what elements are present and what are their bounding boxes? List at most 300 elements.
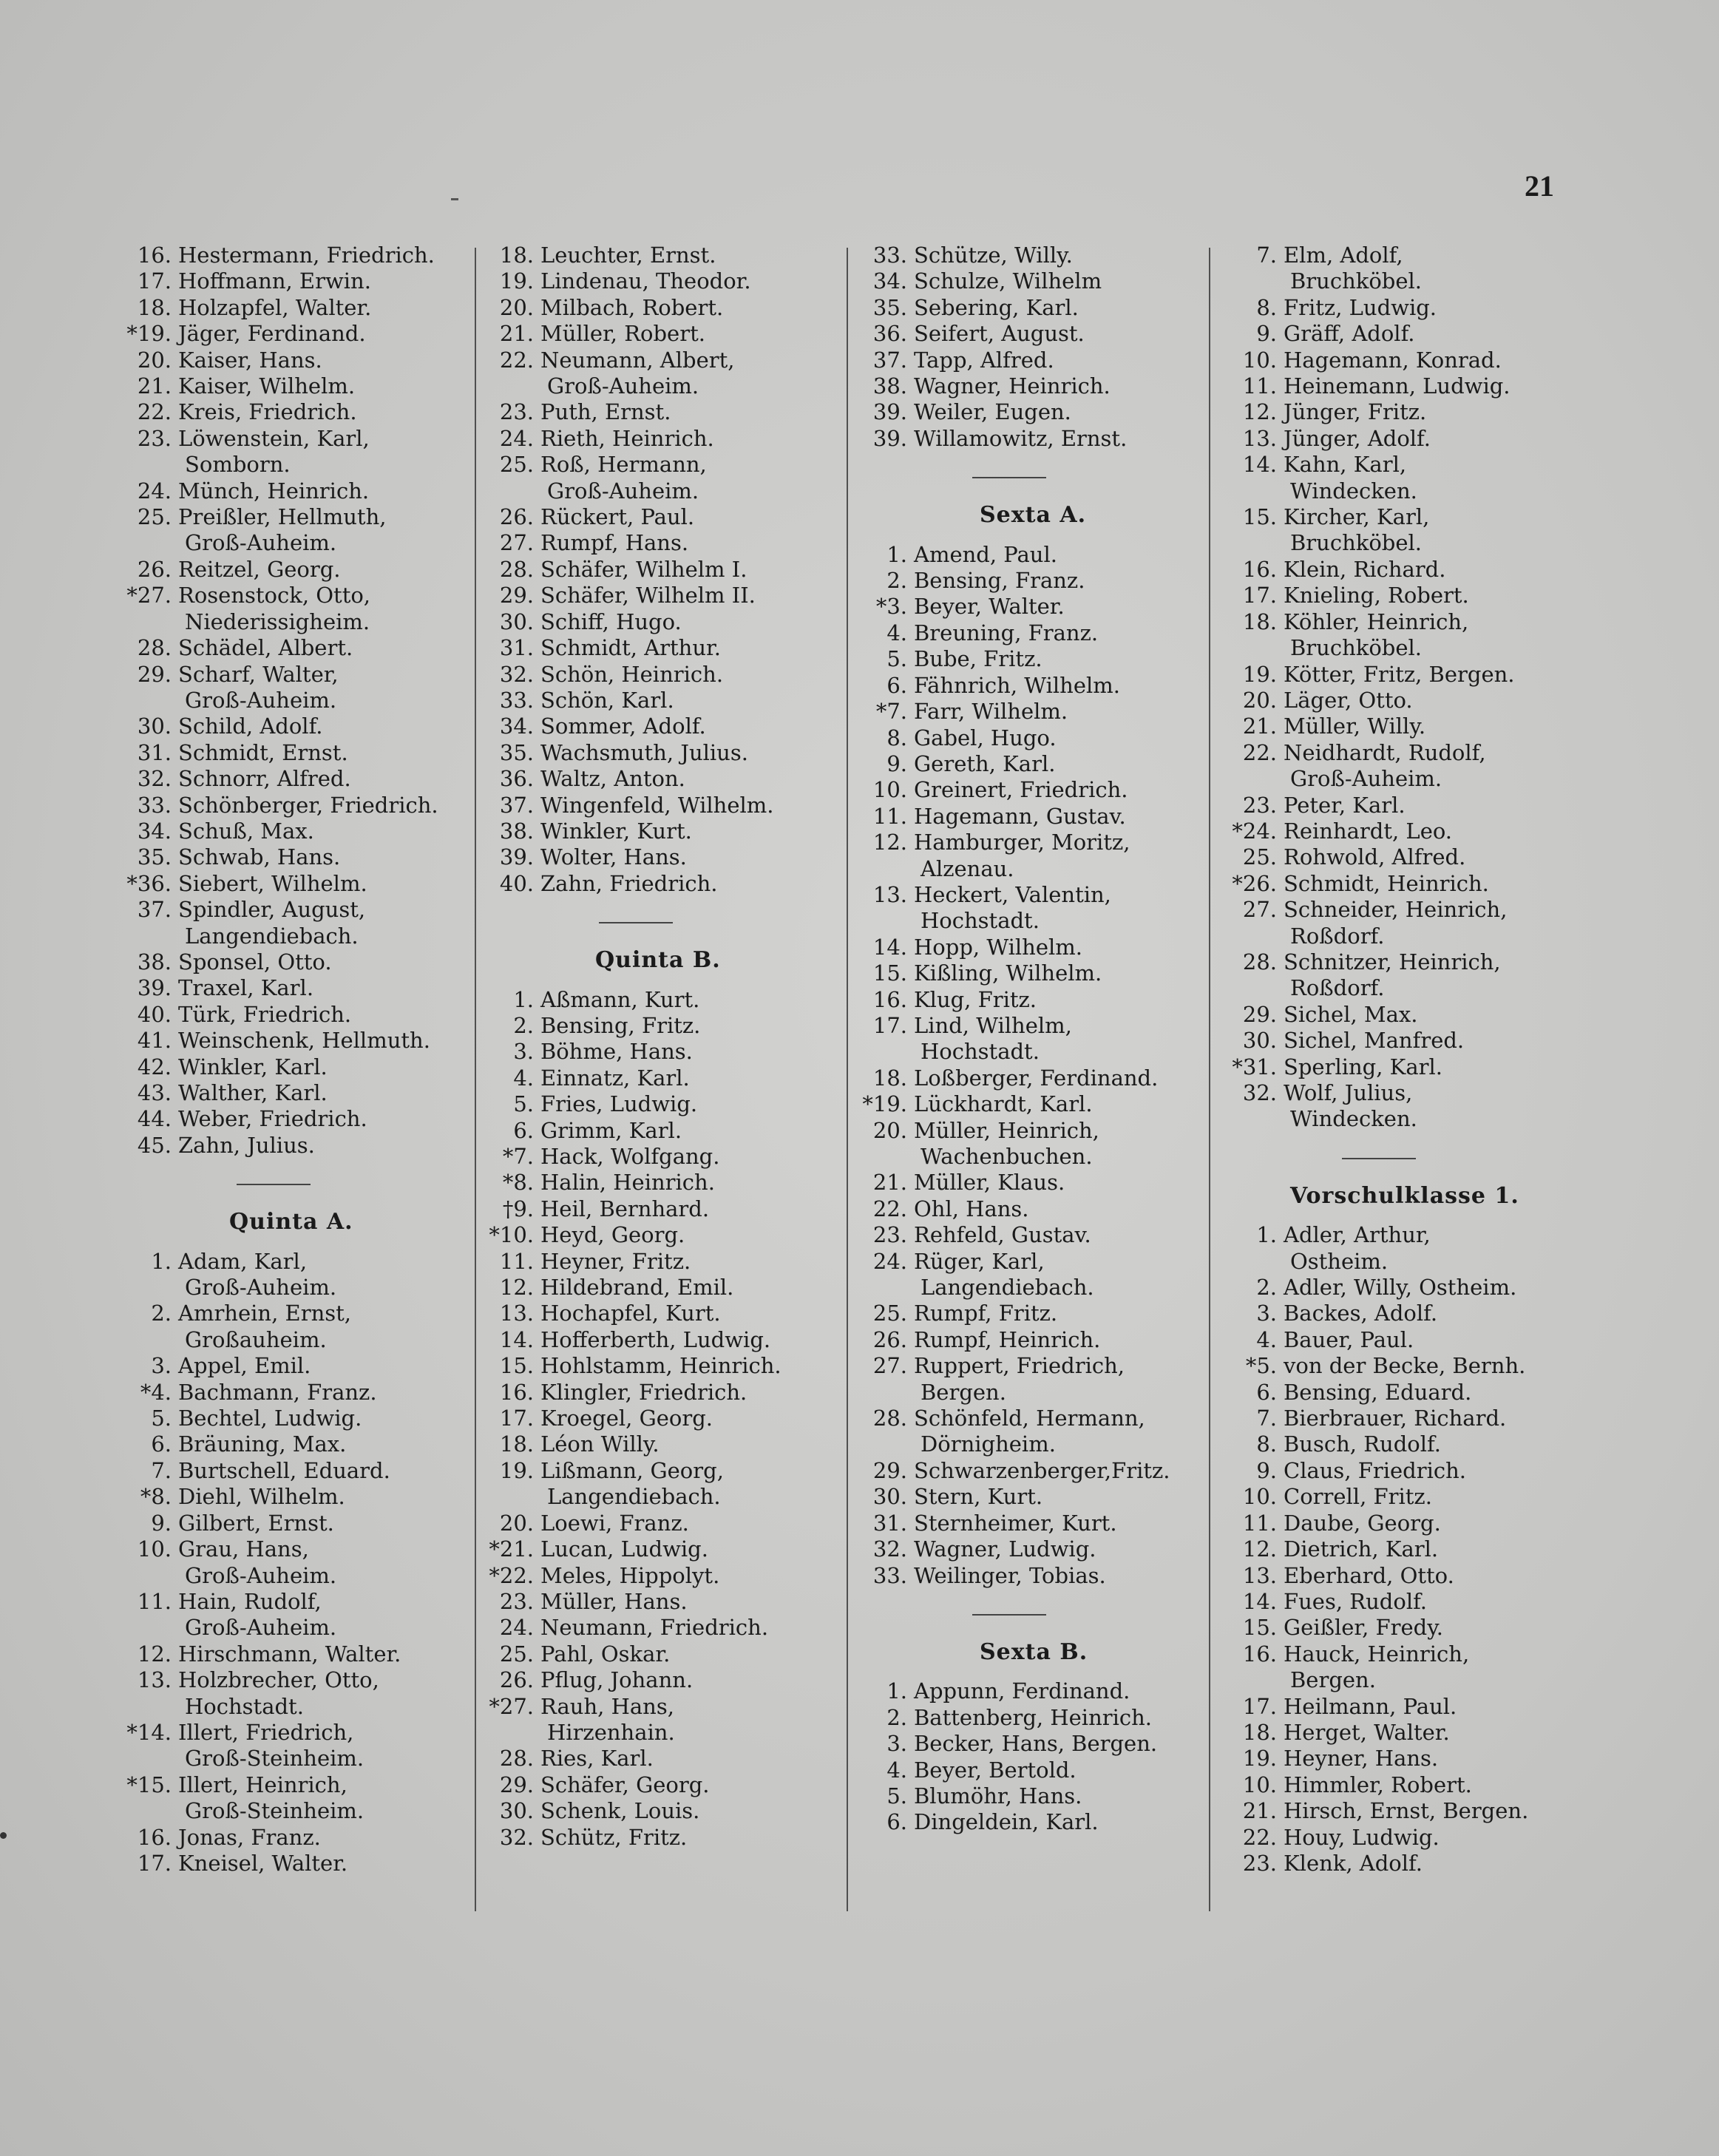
student-entry bbox=[1231, 897, 1571, 923]
student-hometown: Langendiebach. bbox=[920, 1275, 1094, 1301]
entry-number: 16. bbox=[137, 243, 172, 268]
student-name: Burtschell, Eduard. bbox=[178, 1457, 390, 1483]
student-name: Neidhardt, Rudolf, bbox=[1284, 739, 1486, 765]
student-name: Hamburger, Moritz, bbox=[914, 830, 1130, 855]
entry-number: 6. bbox=[1256, 1379, 1277, 1405]
student-name: Seifert, August. bbox=[914, 321, 1085, 347]
entry-number: 18. bbox=[137, 294, 172, 320]
entry-number: 33. bbox=[872, 1562, 907, 1588]
student-name: Busch, Rudolf. bbox=[1284, 1431, 1441, 1457]
entry-number: 40. bbox=[499, 870, 534, 896]
student-entry bbox=[861, 1091, 1209, 1117]
student-entry bbox=[126, 635, 466, 661]
student-name: Léon Willy. bbox=[540, 1431, 660, 1457]
student-entry bbox=[126, 1458, 466, 1484]
student-entry bbox=[488, 688, 821, 713]
student-entry bbox=[126, 713, 466, 739]
entry-number: 2. bbox=[1256, 1275, 1277, 1301]
student-entry bbox=[861, 1705, 1209, 1731]
student-entry bbox=[126, 504, 466, 530]
student-name: Hauck, Heinrich, bbox=[1284, 1641, 1470, 1667]
entry-number: *10. bbox=[489, 1222, 534, 1248]
student-name: Sponsel, Otto. bbox=[178, 949, 332, 974]
student-entry bbox=[1231, 1851, 1571, 1877]
entry-number: 11. bbox=[137, 1588, 172, 1614]
entry-number: 19. bbox=[1242, 661, 1277, 687]
student-entry bbox=[126, 844, 466, 870]
entry-number: 42. bbox=[137, 1054, 172, 1079]
entry-number: 13. bbox=[137, 1667, 172, 1693]
student-hometown: Roßdorf. bbox=[1290, 975, 1385, 1001]
student-name: Appel, Emil. bbox=[178, 1353, 311, 1379]
entry-number: 20. bbox=[499, 294, 534, 320]
student-entry bbox=[126, 1536, 466, 1562]
entry-number: 30. bbox=[137, 713, 172, 739]
class-heading: Quinta A. bbox=[229, 1209, 353, 1235]
student-entry bbox=[488, 1275, 821, 1301]
student-entry bbox=[488, 713, 821, 739]
student-name: Puth, Ernst. bbox=[540, 399, 671, 425]
student-name: Adler, Arthur, bbox=[1284, 1222, 1431, 1248]
student-entry bbox=[1231, 1798, 1571, 1824]
entry-number: 17. bbox=[1242, 583, 1277, 609]
student-entry bbox=[861, 804, 1209, 830]
student-name: Farr, Wilhelm. bbox=[914, 699, 1068, 725]
student-entry bbox=[861, 1757, 1209, 1783]
student-name: Schenk, Louis. bbox=[540, 1798, 700, 1824]
entry-number: *8. bbox=[140, 1484, 172, 1510]
column-4 bbox=[1231, 243, 1571, 1877]
student-name: Kaiser, Wilhelm. bbox=[178, 373, 356, 399]
entry-number: 1. bbox=[886, 541, 907, 567]
entry-number: 9. bbox=[1256, 321, 1277, 347]
student-entry bbox=[861, 1809, 1209, 1835]
student-entry bbox=[126, 1002, 466, 1028]
student-hometown: Alzenau. bbox=[920, 855, 1014, 881]
entry-number: 43. bbox=[137, 1080, 172, 1105]
student-name: Bube, Fritz. bbox=[914, 646, 1042, 672]
entry-number: 11. bbox=[872, 803, 907, 829]
student-entry bbox=[1231, 1720, 1571, 1746]
student-hometown: Groß-Auheim. bbox=[1290, 766, 1442, 792]
entry-number: *19. bbox=[126, 321, 172, 347]
student-name: Willamowitz, Ernst. bbox=[914, 425, 1128, 451]
student-entry bbox=[1231, 1746, 1571, 1772]
student-entry bbox=[488, 1825, 821, 1851]
student-name: Spindler, August, bbox=[178, 897, 366, 923]
student-name: Klug, Fritz. bbox=[914, 986, 1037, 1012]
entry-number: 37. bbox=[137, 897, 172, 923]
student-name: Rüger, Karl, bbox=[914, 1248, 1045, 1274]
student-entry bbox=[126, 975, 466, 1001]
entry-number: 17. bbox=[137, 1850, 172, 1876]
section-separator bbox=[1342, 1158, 1416, 1159]
student-entry bbox=[126, 399, 466, 425]
student-entry bbox=[126, 1301, 466, 1326]
student-entry bbox=[861, 1678, 1209, 1704]
student-entry bbox=[1231, 688, 1571, 713]
entry-number: 5. bbox=[151, 1406, 172, 1431]
entry-number: 35. bbox=[137, 844, 172, 870]
entry-number: 2. bbox=[886, 568, 907, 594]
scan-smudge bbox=[0, 1832, 7, 1839]
entry-number: 23. bbox=[1242, 1850, 1277, 1876]
student-entry bbox=[861, 1065, 1209, 1091]
entry-number: 32. bbox=[499, 661, 534, 687]
column-2 bbox=[488, 243, 821, 1851]
student-name: Schwarzenberger,Fritz. bbox=[914, 1457, 1170, 1483]
entry-number: 32. bbox=[872, 1536, 907, 1562]
student-name: Schiff, Hugo. bbox=[540, 609, 682, 634]
entry-number: 14. bbox=[499, 1326, 534, 1352]
student-entry bbox=[488, 1380, 821, 1406]
entry-number: 13. bbox=[499, 1301, 534, 1326]
entry-number: 23. bbox=[499, 399, 534, 425]
student-entry bbox=[126, 348, 466, 373]
student-entry bbox=[1231, 793, 1571, 818]
student-name: Reinhardt, Leo. bbox=[1284, 818, 1453, 844]
entry-number: 4. bbox=[886, 1757, 907, 1783]
entry-number: 7. bbox=[1256, 243, 1277, 268]
student-entry bbox=[861, 568, 1209, 594]
student-entry bbox=[861, 960, 1209, 986]
student-entry bbox=[861, 1222, 1209, 1248]
student-name: Schmidt, Arthur. bbox=[540, 635, 721, 661]
student-name: Müller, Robert. bbox=[540, 321, 705, 347]
student-name: Wagner, Ludwig. bbox=[914, 1536, 1096, 1562]
entry-number: 35. bbox=[499, 739, 534, 765]
student-entry bbox=[861, 373, 1209, 399]
student-entry bbox=[1231, 1694, 1571, 1720]
student-name: Schönberger, Friedrich. bbox=[178, 792, 438, 818]
student-name: Kroegel, Georg. bbox=[540, 1406, 713, 1431]
student-entry bbox=[488, 426, 821, 452]
entry-number: 30. bbox=[1242, 1028, 1277, 1054]
entry-number: *31. bbox=[1232, 1054, 1277, 1079]
entry-number: 12. bbox=[499, 1275, 534, 1301]
student-entry bbox=[861, 1511, 1209, 1536]
entry-number: 25. bbox=[872, 1301, 907, 1326]
student-entry bbox=[126, 557, 466, 583]
student-entry bbox=[1231, 504, 1571, 530]
student-entry bbox=[488, 1039, 821, 1065]
entry-number: 20. bbox=[499, 1510, 534, 1536]
student-name: Köhler, Heinrich, bbox=[1284, 609, 1469, 634]
student-entry bbox=[488, 1091, 821, 1117]
student-hometown: Windecken. bbox=[1290, 1106, 1417, 1132]
entry-number: 7. bbox=[1256, 1406, 1277, 1431]
entry-number: 11. bbox=[499, 1248, 534, 1274]
student-entry bbox=[488, 871, 821, 897]
entry-number: 2. bbox=[513, 1012, 534, 1038]
student-name: Grimm, Karl. bbox=[540, 1117, 682, 1143]
student-name: Hoffmann, Erwin. bbox=[178, 268, 371, 294]
student-name: Böhme, Hans. bbox=[540, 1039, 693, 1065]
student-entry bbox=[861, 1783, 1209, 1809]
student-name: Bräuning, Max. bbox=[178, 1431, 347, 1457]
student-entry bbox=[1231, 1327, 1571, 1353]
entry-number: 14. bbox=[1242, 1588, 1277, 1614]
student-name: Zahn, Friedrich. bbox=[540, 870, 718, 896]
student-entry bbox=[126, 1028, 466, 1054]
student-hometown: Dörnigheim. bbox=[920, 1431, 1056, 1457]
student-entry bbox=[1231, 373, 1571, 399]
student-name: Hochapfel, Kurt. bbox=[540, 1301, 721, 1326]
class-heading: Sexta B. bbox=[980, 1638, 1088, 1665]
entry-number: *7. bbox=[875, 699, 907, 725]
student-entry bbox=[1231, 1511, 1571, 1536]
student-entry bbox=[488, 1641, 821, 1667]
student-entry bbox=[861, 699, 1209, 725]
student-name: Schäfer, Georg. bbox=[540, 1772, 710, 1797]
student-entry bbox=[1231, 1772, 1571, 1798]
student-entry bbox=[1231, 871, 1571, 897]
entry-number: 30. bbox=[499, 609, 534, 634]
student-name: Ries, Karl. bbox=[540, 1746, 654, 1772]
entry-number: 15. bbox=[1242, 1615, 1277, 1641]
student-hometown: Roßdorf. bbox=[1290, 923, 1385, 949]
student-name: Klingler, Friedrich. bbox=[540, 1379, 747, 1405]
student-entry bbox=[1231, 348, 1571, 373]
student-entry bbox=[488, 1170, 821, 1196]
student-hometown: Groß-Auheim. bbox=[185, 1562, 337, 1588]
student-name: Müller, Willy. bbox=[1284, 713, 1426, 739]
entry-number: 24. bbox=[872, 1248, 907, 1274]
student-name: Aßmann, Kurt. bbox=[540, 986, 700, 1012]
student-name: Bensing, Fritz. bbox=[540, 1012, 701, 1038]
student-name: Tapp, Alfred. bbox=[914, 347, 1054, 373]
student-name: Herget, Walter. bbox=[1284, 1719, 1450, 1745]
student-hometown: Hochstadt. bbox=[920, 1039, 1040, 1065]
student-entry bbox=[126, 662, 466, 688]
student-name: Loßberger, Ferdinand. bbox=[914, 1065, 1159, 1091]
student-name: Schäfer, Wilhelm I. bbox=[540, 556, 747, 582]
student-name: Wolter, Hans. bbox=[540, 844, 687, 870]
entry-number: 26. bbox=[872, 1326, 907, 1352]
student-name: Hack, Wolfgang. bbox=[540, 1144, 720, 1169]
student-entry bbox=[1231, 1080, 1571, 1106]
student-hometown: Bruchköbel. bbox=[1290, 635, 1423, 661]
student-name: Jonas, Franz. bbox=[178, 1824, 321, 1850]
student-entry bbox=[861, 1406, 1209, 1431]
entry-number: 14. bbox=[1242, 452, 1277, 478]
student-name: Schmidt, Heinrich. bbox=[1284, 870, 1489, 896]
student-entry bbox=[861, 1118, 1209, 1144]
student-name: Holzapfel, Walter. bbox=[178, 294, 372, 320]
student-entry bbox=[126, 793, 466, 818]
entry-number: 18. bbox=[872, 1065, 907, 1091]
student-entry bbox=[488, 662, 821, 688]
student-hometown: Groß-Auheim. bbox=[185, 530, 337, 556]
entry-number: 12. bbox=[1242, 399, 1277, 425]
student-entry bbox=[126, 295, 466, 321]
student-entry bbox=[126, 1431, 466, 1457]
student-entry bbox=[488, 1327, 821, 1353]
entry-number: *4. bbox=[140, 1379, 172, 1405]
student-name: Sebering, Karl. bbox=[914, 294, 1079, 320]
student-entry bbox=[126, 1133, 466, 1159]
entry-number: 12. bbox=[1242, 1536, 1277, 1562]
class-heading: Vorschulklasse 1. bbox=[1290, 1182, 1519, 1209]
entry-number: 32. bbox=[499, 1824, 534, 1850]
student-name: Diehl, Wilhelm. bbox=[178, 1484, 345, 1510]
entry-number: 39. bbox=[872, 425, 907, 451]
student-entry bbox=[1231, 452, 1571, 478]
student-name: Sichel, Manfred. bbox=[1284, 1028, 1465, 1054]
student-entry bbox=[488, 1772, 821, 1798]
student-name: Amrhein, Ernst, bbox=[178, 1301, 351, 1326]
student-name: Weinschenk, Hellmuth. bbox=[178, 1028, 430, 1054]
student-name: Heilmann, Paul. bbox=[1284, 1693, 1457, 1719]
entry-number: 15. bbox=[499, 1353, 534, 1379]
student-entry bbox=[488, 818, 821, 844]
student-entry bbox=[488, 1746, 821, 1772]
entry-number: 25. bbox=[137, 504, 172, 530]
class-heading: Sexta A. bbox=[980, 502, 1087, 529]
student-name: Türk, Friedrich. bbox=[178, 1001, 352, 1027]
student-entry bbox=[1231, 1222, 1571, 1248]
class-heading: Quinta B. bbox=[595, 947, 721, 974]
entry-number: 9. bbox=[1256, 1457, 1277, 1483]
student-entry bbox=[126, 897, 466, 923]
student-name: Weiler, Eugen. bbox=[914, 399, 1071, 425]
student-entry bbox=[488, 1222, 821, 1248]
student-hometown: Groß-Auheim. bbox=[547, 373, 699, 399]
entry-number: 44. bbox=[137, 1106, 172, 1132]
student-entry bbox=[488, 1615, 821, 1641]
student-entry bbox=[1231, 1380, 1571, 1406]
column-3 bbox=[861, 243, 1209, 1836]
student-name: Ohl, Hans. bbox=[914, 1196, 1029, 1221]
student-entry bbox=[126, 1511, 466, 1536]
student-entry bbox=[126, 1484, 466, 1510]
entry-number: 45. bbox=[137, 1132, 172, 1158]
student-name: Schmidt, Ernst. bbox=[178, 739, 348, 765]
entry-number: *3. bbox=[875, 594, 907, 620]
student-entry bbox=[861, 777, 1209, 803]
entry-number: 29. bbox=[499, 1772, 534, 1797]
entry-number: 26. bbox=[499, 1667, 534, 1693]
entry-number: 29. bbox=[137, 661, 172, 687]
student-entry bbox=[488, 844, 821, 870]
entry-number: 23. bbox=[137, 425, 172, 451]
student-entry bbox=[861, 542, 1209, 568]
student-name: Rumpf, Hans. bbox=[540, 530, 689, 556]
entry-number: 18. bbox=[1242, 609, 1277, 634]
entry-number: 27. bbox=[872, 1353, 907, 1379]
student-name: Wagner, Heinrich. bbox=[914, 373, 1111, 399]
section-separator bbox=[237, 1184, 311, 1185]
student-entry bbox=[1231, 662, 1571, 688]
student-name: Sichel, Max. bbox=[1284, 1001, 1418, 1027]
student-name: Hohlstamm, Heinrich. bbox=[540, 1353, 781, 1379]
student-entry bbox=[126, 478, 466, 504]
student-name: Eberhard, Otto. bbox=[1284, 1562, 1454, 1588]
student-name: Müller, Heinrich, bbox=[914, 1117, 1099, 1143]
entry-number: 15. bbox=[872, 960, 907, 986]
student-entry bbox=[1231, 1589, 1571, 1615]
student-name: Bauer, Paul. bbox=[1284, 1326, 1414, 1352]
student-entry bbox=[126, 818, 466, 844]
entry-number: *8. bbox=[502, 1170, 534, 1196]
student-name: Kaiser, Hans. bbox=[178, 347, 322, 373]
entry-number: 6. bbox=[151, 1431, 172, 1457]
entry-number: 6. bbox=[886, 672, 907, 698]
student-name: Hain, Rudolf, bbox=[178, 1588, 322, 1614]
student-name: Grau, Hans, bbox=[178, 1536, 309, 1562]
entry-number: 36. bbox=[499, 766, 534, 792]
student-entry bbox=[861, 426, 1209, 452]
student-hometown: Niederissigheim. bbox=[185, 609, 370, 634]
student-hometown: Windecken. bbox=[1290, 478, 1417, 504]
entry-number: 29. bbox=[1242, 1001, 1277, 1027]
student-name: Heinemann, Ludwig. bbox=[1284, 373, 1511, 399]
student-entry bbox=[861, 830, 1209, 855]
student-entry bbox=[861, 882, 1209, 908]
student-name: Schütz, Fritz. bbox=[540, 1824, 688, 1850]
entry-number: 21. bbox=[872, 1170, 907, 1196]
student-entry bbox=[1231, 713, 1571, 739]
student-entry bbox=[488, 987, 821, 1013]
entry-number: 31. bbox=[499, 635, 534, 661]
entry-number: 3. bbox=[1256, 1301, 1277, 1326]
section-separator bbox=[972, 477, 1046, 478]
student-entry bbox=[861, 1731, 1209, 1757]
entry-number: 24. bbox=[137, 478, 172, 504]
student-entry bbox=[488, 530, 821, 556]
student-hometown: Groß-Auheim. bbox=[185, 1615, 337, 1641]
student-entry bbox=[126, 871, 466, 897]
student-name: Lucan, Ludwig. bbox=[540, 1536, 708, 1562]
student-entry bbox=[861, 348, 1209, 373]
student-name: Wingenfeld, Wilhelm. bbox=[540, 792, 774, 818]
student-name: Daube, Georg. bbox=[1284, 1510, 1441, 1536]
student-entry bbox=[488, 793, 821, 818]
student-entry bbox=[126, 1851, 466, 1877]
entry-number: 11. bbox=[1242, 1510, 1277, 1536]
student-hometown: Groß-Steinheim. bbox=[185, 1798, 365, 1824]
entry-number: 20. bbox=[137, 347, 172, 373]
print-mark bbox=[451, 198, 458, 200]
student-name: Scharf, Walter, bbox=[178, 661, 339, 687]
student-entry bbox=[1231, 1615, 1571, 1641]
student-name: Heyner, Hans. bbox=[1284, 1746, 1439, 1772]
student-entry bbox=[126, 1406, 466, 1431]
student-entry bbox=[1231, 1458, 1571, 1484]
student-entry bbox=[861, 1458, 1209, 1484]
student-name: Kahn, Karl, bbox=[1284, 452, 1407, 478]
student-entry bbox=[861, 1249, 1209, 1275]
student-hometown: Langendiebach. bbox=[185, 923, 359, 949]
entry-number: *21. bbox=[489, 1536, 534, 1562]
entry-number: 39. bbox=[137, 975, 172, 1001]
column-divider bbox=[1209, 248, 1210, 1911]
student-name: Pahl, Oskar. bbox=[540, 1641, 671, 1667]
student-name: Heyd, Georg. bbox=[540, 1222, 685, 1248]
student-name: Preißler, Hellmuth, bbox=[178, 504, 387, 530]
student-entry bbox=[1231, 1406, 1571, 1431]
student-entry bbox=[1231, 1301, 1571, 1326]
entry-number: 13. bbox=[872, 881, 907, 907]
entry-number: 26. bbox=[499, 504, 534, 530]
entry-number: 24. bbox=[499, 425, 534, 451]
student-entry bbox=[861, 594, 1209, 620]
student-entry bbox=[861, 321, 1209, 347]
student-entry bbox=[488, 268, 821, 294]
entry-number: 30. bbox=[872, 1484, 907, 1510]
student-hometown: Wachenbuchen. bbox=[920, 1144, 1093, 1169]
student-name: Kötter, Fritz, Bergen. bbox=[1284, 661, 1515, 687]
